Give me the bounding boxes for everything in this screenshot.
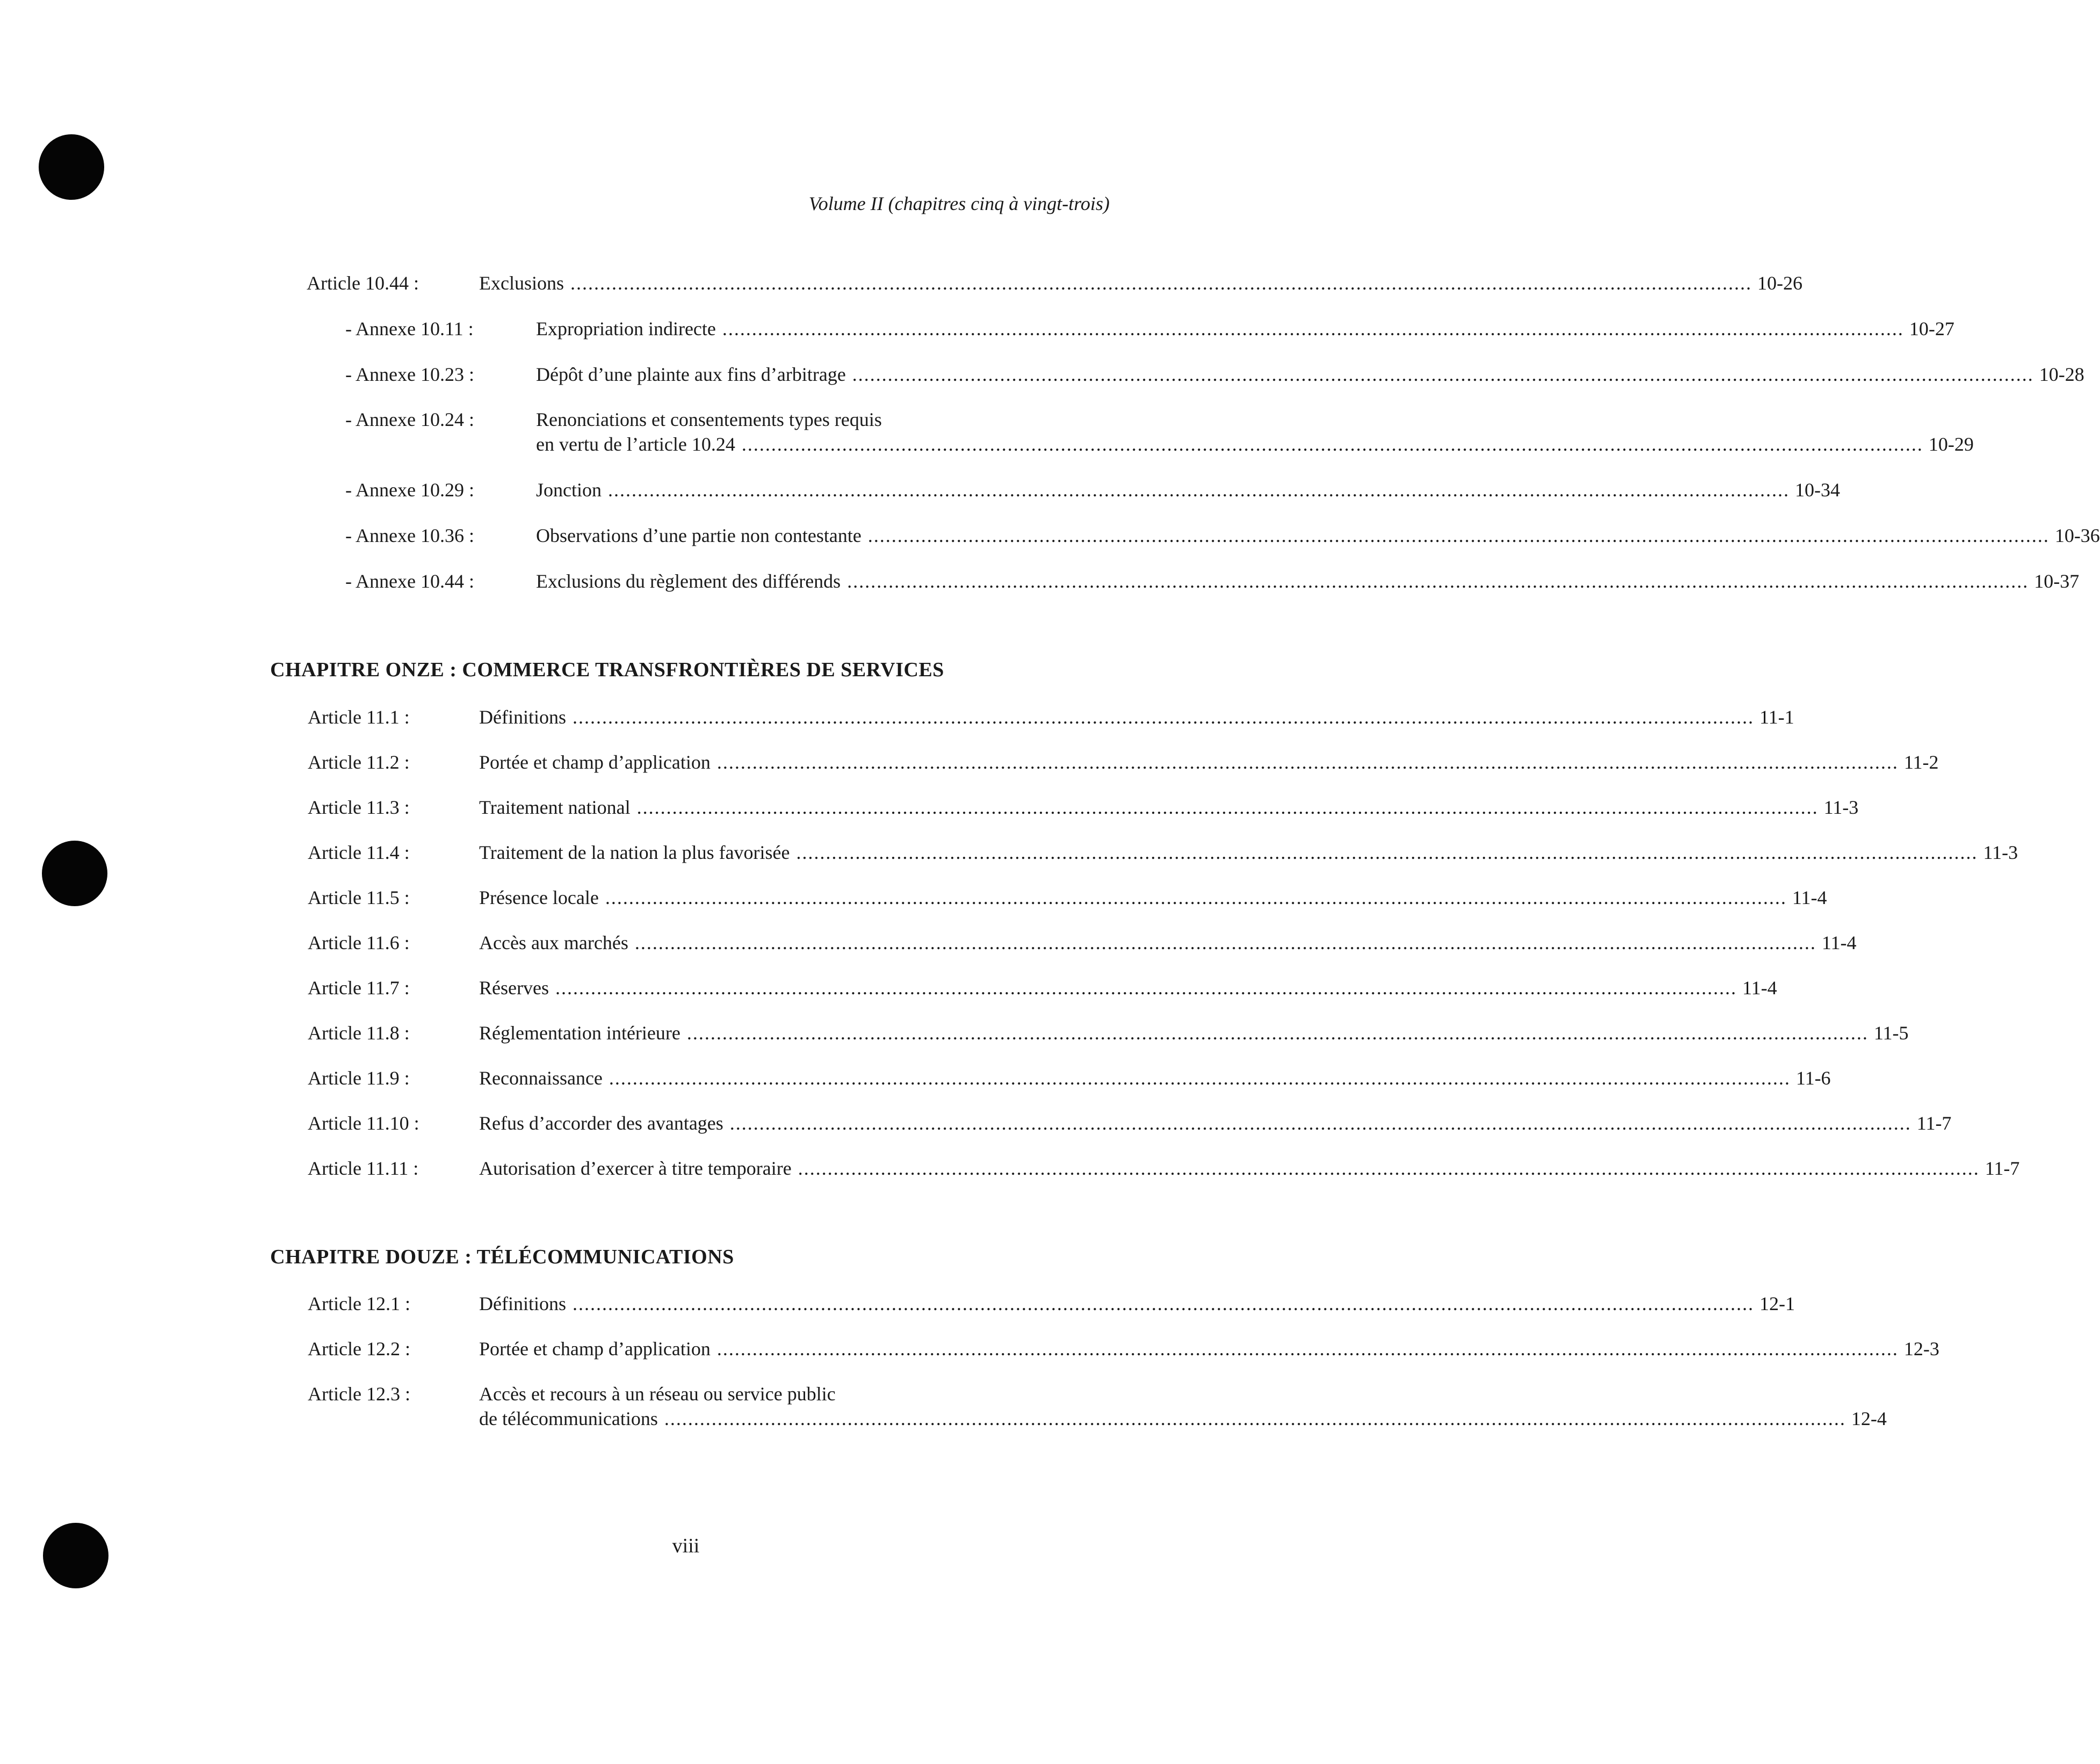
toc-entry-label: - Annexe 10.29 : xyxy=(345,479,474,501)
toc-entry-label: Article 11.3 : xyxy=(308,797,410,818)
toc-entry-title-line1: Accès et recours à un réseau ou service public xyxy=(479,1383,836,1405)
toc-dot-leader: ........................................................................................................................................................................................................ xyxy=(722,318,1904,339)
toc-dot-leader: ........................................................................................................................................................................................................ xyxy=(636,797,1819,818)
toc-entry-title: en vertu de l’article 10.24 xyxy=(536,433,735,455)
toc-entry-label: Article 11.11 : xyxy=(308,1158,419,1179)
toc-dot-leader: ........................................................................................................................................................................................................ xyxy=(686,1022,1869,1044)
toc-entry-label: Article 11.1 : xyxy=(308,706,410,728)
toc-dot-leader: ........................................................................................................................................................................................................ xyxy=(852,364,2034,385)
page-number: viii xyxy=(672,1535,700,1557)
toc-dot-leader: ........................................................................................................................................................................................................ xyxy=(847,570,2029,592)
toc-entry-page: 11-4 xyxy=(1742,977,1777,999)
toc-dot-leader: ........................................................................................................................................................................................................ xyxy=(867,525,2050,546)
toc-dot-leader: ........................................................................................................................................................................................................ xyxy=(798,1158,1980,1179)
chapter-heading: CHAPITRE DOUZE : TÉLÉCOMMUNICATIONS xyxy=(270,1246,734,1268)
toc-entry-page: 11-7 xyxy=(1985,1158,2020,1179)
toc-entry-page: 11-3 xyxy=(1983,842,2018,863)
toc-dot-leader: ........................................................................................................................................................................................................ xyxy=(716,1338,1899,1360)
toc-entry-page: 11-4 xyxy=(1821,932,1857,953)
toc-dot-leader: ........................................................................................................................................................................................................ xyxy=(572,1293,1754,1314)
toc-entry-label: Article 11.6 : xyxy=(308,932,410,953)
punch-hole-middle xyxy=(42,841,107,906)
toc-entry-title: Portée et champ d’application xyxy=(479,751,711,773)
toc-entry-label: - Annexe 10.23 : xyxy=(345,364,474,385)
toc-entry-label: Article 11.5 : xyxy=(308,887,410,908)
toc-entry-label: - Annexe 10.24 : xyxy=(345,409,474,430)
toc-entry-label: Article 11.2 : xyxy=(308,751,410,773)
toc-entry-title: Reconnaissance xyxy=(479,1067,603,1089)
toc-dot-leader: ........................................................................................................................................................................................................ xyxy=(729,1112,1911,1134)
toc-entry-title: Observations d’une partie non contestante xyxy=(536,525,861,546)
toc-dot-leader: ........................................................................................................................................................................................................ xyxy=(634,932,1816,953)
toc-dot-leader: ........................................................................................................................................................................................................ xyxy=(664,1408,1846,1429)
toc-entry-title: Jonction xyxy=(536,479,602,501)
toc-entry-title: Traitement national xyxy=(479,797,631,818)
toc-entry-page: 12-1 xyxy=(1759,1293,1795,1314)
toc-entry-label: Article 12.1 : xyxy=(308,1293,410,1314)
toc-entry-title: Exclusions xyxy=(479,272,564,294)
punch-hole-top xyxy=(39,134,104,200)
running-header: Volume II (chapitres cinq à vingt-trois) xyxy=(808,193,1110,214)
toc-dot-leader: ........................................................................................................................................................................................................ xyxy=(555,977,1737,999)
toc-entry-title: Portée et champ d’application xyxy=(479,1338,711,1360)
toc-entry-title: Réserves xyxy=(479,977,549,999)
toc-entry-label: Article 11.7 : xyxy=(308,977,410,999)
toc-dot-leader: ........................................................................................................................................................................................................ xyxy=(716,751,1899,773)
toc-entry-title: Exclusions du règlement des différends xyxy=(536,570,841,592)
toc-entry-label: Article 10.44 : xyxy=(307,272,419,294)
toc-entry-title: Traitement de la nation la plus favorisée xyxy=(479,842,790,863)
toc-entry-label: - Annexe 10.11 : xyxy=(345,318,474,339)
toc-entry-page: 11-6 xyxy=(1795,1067,1831,1089)
toc-entry-label: - Annexe 10.36 : xyxy=(345,525,474,546)
toc-entry-label: - Annexe 10.44 : xyxy=(345,570,474,592)
toc-dot-leader: ........................................................................................................................................................................................................ xyxy=(741,433,1923,455)
toc-entry-page: 10-36 xyxy=(2054,525,2100,546)
toc-entry-label: Article 11.9 : xyxy=(308,1067,410,1089)
toc-entry-title: Définitions xyxy=(479,706,566,728)
toc-dot-leader: ........................................................................................................................................................................................................ xyxy=(608,479,1790,501)
toc-entry-page: 11-4 xyxy=(1792,887,1827,908)
toc-entry-title: Expropriation indirecte xyxy=(536,318,716,339)
toc-entry-title: Autorisation d’exercer à titre temporaire xyxy=(479,1158,792,1179)
toc-entry-page: 11-3 xyxy=(1823,797,1859,818)
toc-entry-label: Article 11.4 : xyxy=(308,842,410,863)
toc-entry-label: Article 11.10 : xyxy=(308,1112,419,1134)
toc-entry-title: Accès aux marchés xyxy=(479,932,628,953)
toc-entry-page: 10-37 xyxy=(2034,570,2080,592)
toc-entry-page: 10-29 xyxy=(1928,433,1974,455)
toc-entry-title: Réglementation intérieure xyxy=(479,1022,680,1044)
toc-dot-leader: ........................................................................................................................................................................................................ xyxy=(605,887,1787,908)
toc-dot-leader: ........................................................................................................................................................................................................ xyxy=(796,842,1978,863)
toc-entry-label: Article 11.8 : xyxy=(308,1022,410,1044)
toc-entry-page: 11-1 xyxy=(1759,706,1794,728)
toc-entry-title: Définitions xyxy=(479,1293,566,1314)
toc-entry-page: 11-7 xyxy=(1916,1112,1952,1134)
toc-entry-title: de télécommunications xyxy=(479,1408,658,1429)
toc-entry-title: Présence locale xyxy=(479,887,599,908)
toc-entry-page: 11-5 xyxy=(1873,1022,1909,1044)
toc-dot-leader: ........................................................................................................................................................................................................ xyxy=(570,272,1752,294)
toc-entry-title-line1: Renonciations et consentements types requis xyxy=(536,409,882,430)
toc-entry-page: 12-3 xyxy=(1903,1338,1939,1360)
toc-entry-page: 10-28 xyxy=(2039,364,2084,385)
toc-dot-leader: ........................................................................................................................................................................................................ xyxy=(572,706,1754,728)
toc-entry-page: 10-26 xyxy=(1757,272,1802,294)
toc-entry-title: Refus d’accorder des avantages xyxy=(479,1112,723,1134)
toc-entry-title: Dépôt d’une plainte aux fins d’arbitrage xyxy=(536,364,846,385)
toc-entry-page: 11-2 xyxy=(1903,751,1939,773)
toc-entry-label: Article 12.3 : xyxy=(308,1383,410,1405)
toc-entry-page: 12-4 xyxy=(1851,1408,1887,1429)
toc-entry-page: 10-27 xyxy=(1909,318,1954,339)
toc-dot-leader: ........................................................................................................................................................................................................ xyxy=(609,1067,1791,1089)
chapter-heading: CHAPITRE ONZE : COMMERCE TRANSFRONTIÈRES DE SERVICES xyxy=(270,659,944,681)
toc-entry-label: Article 12.2 : xyxy=(308,1338,410,1360)
toc-entry-page: 10-34 xyxy=(1795,479,1840,501)
